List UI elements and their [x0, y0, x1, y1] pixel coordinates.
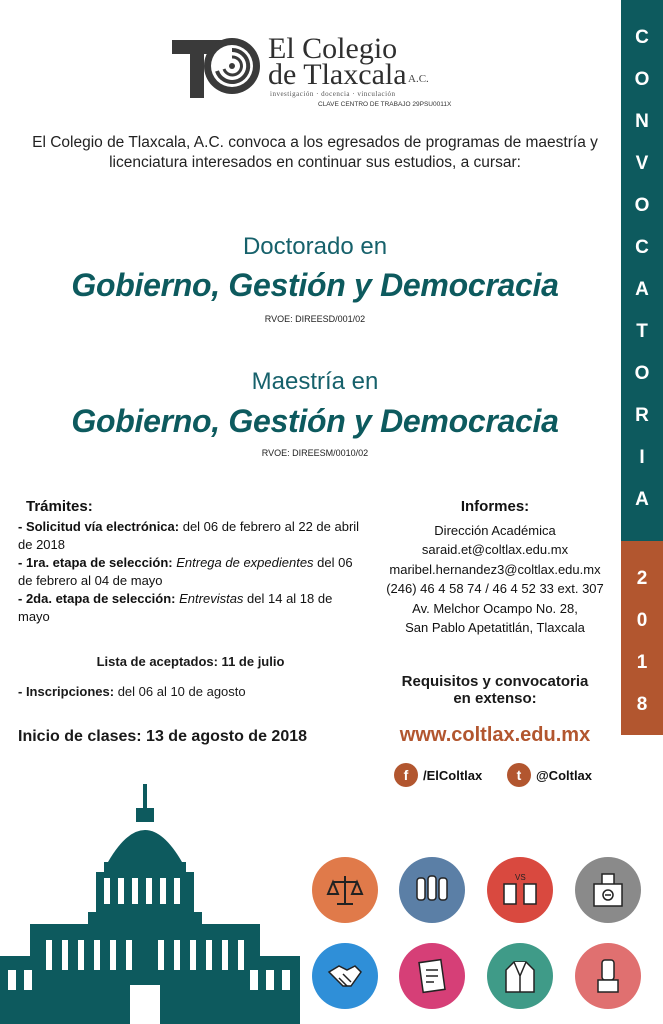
logo-name-line2: de Tlaxcala	[268, 58, 407, 91]
banner-letter: A	[635, 489, 649, 510]
hand-vote-icon	[575, 943, 641, 1009]
inicio-clases: Inicio de clases: 13 de agosto de 2018	[18, 728, 308, 745]
address-line: San Pablo Apetatitlán, Tlaxcala	[405, 620, 585, 636]
address-line: Av. Melchor Ocampo No. 28,	[412, 600, 578, 616]
website-link[interactable]: www.coltlax.edu.mx	[399, 724, 591, 746]
doctorado-label: Doctorado en	[242, 233, 388, 260]
banner-letter: O	[634, 69, 650, 90]
ballot-box-icon	[575, 857, 641, 923]
banner-letter: T	[636, 321, 648, 342]
twitter-icon[interactable]: t	[507, 763, 531, 787]
maestria-label: Maestría en	[251, 368, 379, 395]
facebook-handle[interactable]: /ElColtlax	[423, 768, 483, 783]
scales-icon	[312, 857, 378, 923]
banner-letter: R	[635, 405, 649, 426]
banner-letter: I	[639, 447, 645, 468]
maestria-rvoe: RVOE: DIREESM/0010/02	[261, 448, 369, 458]
year-digit: 0	[636, 610, 648, 631]
doctorado-title: Gobierno, Gestión y Democracia	[71, 267, 559, 303]
handshake-icon	[312, 943, 378, 1009]
facebook-icon[interactable]: f	[394, 763, 418, 787]
twitter-handle[interactable]: @Coltlax	[536, 768, 593, 783]
tramites-list	[18, 518, 363, 626]
year-digit: 1	[636, 652, 648, 673]
tramite-solicitud: - Solicitud vía electrónica: del 06 de febrero al 22 de abril de 2018	[18, 519, 360, 552]
informes-line: Dirección Académica	[434, 523, 556, 538]
tramite-etapa1: - 1ra. etapa de selección: Entrega de expedientes del 06 de febrero al 04 de mayo	[18, 555, 353, 588]
email-link[interactable]: saraid.et@coltlax.edu.mx	[421, 542, 569, 558]
tramite-etapa2: - 2da. etapa de selección: Entrevistas del 14 al 18 de mayo	[18, 591, 333, 624]
requisitos-heading: Requisitos y convocatoria en extenso:	[401, 673, 589, 707]
informes-title: Informes:	[460, 498, 530, 515]
year-digit: 2	[636, 568, 648, 589]
tramites-title: Trámites:	[26, 498, 93, 515]
doctorado-rvoe: RVOE: DIREESD/001/02	[264, 314, 366, 324]
banner-letter: N	[635, 111, 649, 132]
banner-letter: O	[634, 363, 650, 384]
raised-hands-icon	[399, 857, 465, 923]
banner-letter: C	[635, 27, 649, 48]
colegio-logo-icon	[172, 36, 262, 100]
phone-line: (246) 46 4 58 74 / 46 4 52 33 ext. 307	[386, 581, 604, 597]
convocatoria-banner	[621, 0, 663, 541]
debate-icon	[487, 857, 553, 923]
svg-text:VS: VS	[515, 873, 526, 882]
capitol-building-illustration	[0, 780, 300, 1024]
banner-letter: O	[634, 195, 650, 216]
year-banner	[621, 541, 663, 735]
lista-aceptados: Lista de aceptados: 11 de julio	[96, 654, 285, 669]
logo-suffix: A.C.	[408, 73, 429, 85]
banner-letter: V	[635, 153, 649, 174]
logo-motto: investigación · docencia · vinculación	[270, 90, 396, 98]
inscripciones: - Inscripciones: del 06 al 10 de agosto	[18, 684, 246, 699]
logo-name-line1: El Colegio	[268, 32, 398, 65]
year-digit: 8	[636, 694, 648, 715]
informes-list	[370, 521, 620, 637]
intro-text: El Colegio de Tlaxcala, A.C. convoca a los egresados de programas de maestría y licenciatura interesados en continuar sus estudios, a cursar:	[32, 134, 598, 171]
banner-letter: C	[635, 237, 649, 258]
suit-icon	[487, 943, 553, 1009]
document-icon	[399, 943, 465, 1009]
email-link[interactable]: maribel.hernandez3@coltlax.edu.mx	[389, 561, 601, 577]
clave-centro: CLAVE CENTRO DE TRABAJO 29PSU0011X	[318, 101, 452, 108]
banner-letter: A	[635, 279, 649, 300]
maestria-title: Gobierno, Gestión y Democracia	[71, 403, 559, 439]
